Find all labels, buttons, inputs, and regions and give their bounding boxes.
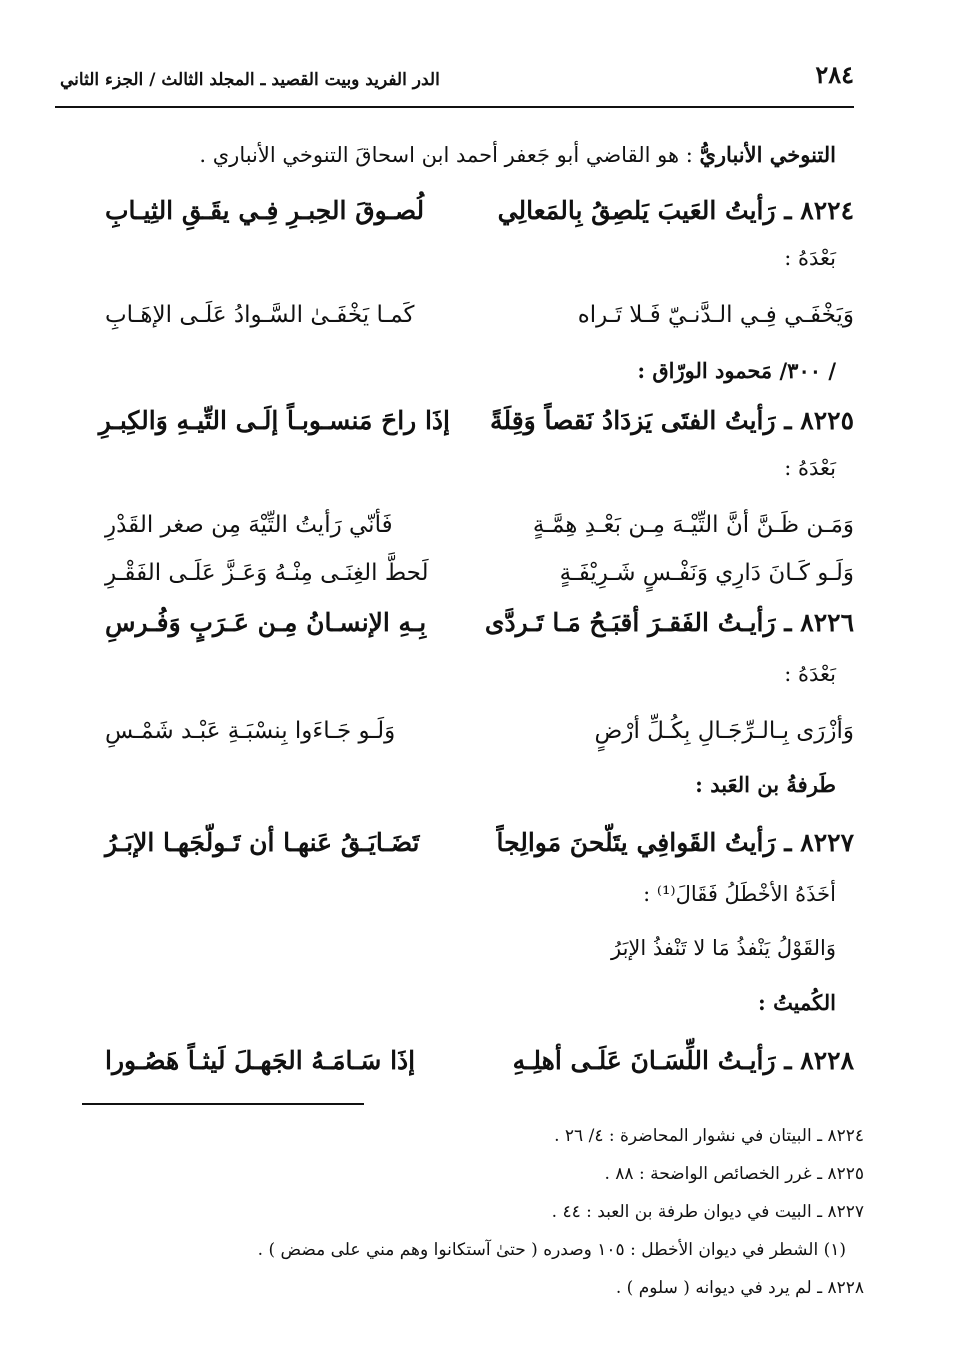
footnote-8224: ٨٢٢٤ ـ البيتان في نشوار المحاضرة : ٤/ ٢٦ . <box>554 1126 864 1146</box>
verse-8225-sadr: ٨٢٢٥ ـ رَأيتُ الفتَى يَزدَادُ نَقصاً وَقِلَةً <box>490 406 854 435</box>
verse-8228-sadr: ٨٢٢٨ ـ رَأيـتُ اللِّسَـانَ عَلَـى أهلِـهِ <box>512 1046 854 1075</box>
intro-poet-name: التنوخي الأنباريُّ <box>699 142 836 167</box>
verse-8225b-sadr: وَمَـن ظَـنَّ أنَّ التِّيْـهَ مِـن بَعْـدِ هِمَّـةٍ <box>532 512 854 538</box>
akhtal-hemistich: وَالقَوْلُ يَنْفذُ مَا لا تَنْفذُ الإبَرُ <box>610 936 836 960</box>
footnote-divider <box>82 1103 364 1105</box>
verse-8224-sadr: ٨٢٢٤ ـ رَأيتُ العَيبَ يَلصِقُ بِالمَعالِي <box>497 196 854 225</box>
footnote-8225: ٨٢٢٥ ـ غرر الخصائص الواضحة : ٨٨ . <box>604 1164 864 1184</box>
poet-heading-mahmud: / ٣٠٠/ مَحمود الورّاق : <box>637 358 836 383</box>
footnote-8227: ٨٢٢٧ ـ البيت في ديوان طرفة بن العبد : ٤٤ . <box>551 1202 864 1222</box>
verse-8228-ajuz: إذَا سَـامَـهُ الجَهـلَ لَيثـاً هَصُـورا <box>105 1046 416 1075</box>
header-divider <box>55 106 854 108</box>
verse-8224b-ajuz: كَمـا يَخْفَـىٰ السَّـوادُ عَلَـى الإهَـابِ <box>105 302 415 328</box>
intro-text: : هو القاضي أبو جَعفر أحمد ابن اسحاقَ التنوخي الأنباري . <box>199 143 700 167</box>
verse-8225b-ajuz: فَأنّي رَأيتُ التِّيْهَ مِن صغر القَدْرِ <box>105 512 393 538</box>
poet-heading-tarafa: طَرفةُ بن العَبد : <box>695 772 836 797</box>
verse-8225c-sadr: وَلَـو كَـانَ دَارِي وَنَفْـسٍ شَـرِيْفَـةٍ <box>559 560 854 586</box>
verse-8226-sadr: ٨٢٢٦ ـ رَأيـتُ الفَقـرَ أقبَـحُ مَـا تَـردَّى <box>484 608 854 637</box>
label-akhadhahu: أخَذَهُ الأخْطَلُ فَقَالَ⁽¹⁾ : <box>643 882 836 906</box>
verse-8227-sadr: ٨٢٢٧ ـ رَأيتُ القَوافِي يتَلّحنَ مَوالِجاً <box>496 828 854 857</box>
verse-8227-ajuz: تَضَـايَـقُ عَنهـا أن تَـولّجَهـا الإبَـرُ <box>105 828 420 857</box>
label-ba'dahu: بَعْدَهُ : <box>784 662 836 686</box>
verse-8225-ajuz: إذَا راحَ مَنسـوبـاً إلَـى التِّيـهِ وَالكِبـرِ <box>98 406 450 435</box>
footnote-1: (١) الشطر في ديوان الأخطل : ١٠٥ وصدره ( حتىٰ آستكانوا وهم مني على مضض ) . <box>257 1240 846 1260</box>
label-ba'dahu: بَعْدَهُ : <box>784 246 836 270</box>
poet-heading-kumayt: الكُميتُ : <box>758 990 836 1015</box>
intro-line <box>199 142 836 167</box>
verse-8226b-ajuz: وَلَـو جَـاءَوا بِنسْبَـةِ عَبْـد شَمْـسِ <box>105 718 396 744</box>
verse-8226b-sadr: وَأزْرَى بِـالـرِّجَـالِ بِكُـلِّ أرْضٍ <box>594 718 854 744</box>
running-header <box>60 60 854 96</box>
page-number: ٢٨٤ <box>815 60 854 89</box>
verse-8224b-sadr: وَيَخْفَـي فِـي الـدَّنـيّ فَـلا تَـراه <box>577 302 854 328</box>
running-title: الدر الفريد وبيت القصيد ـ المجلد الثالث / الجزء الثاني <box>60 70 440 90</box>
label-ba'dahu: بَعْدَهُ : <box>784 456 836 480</box>
verse-8226-ajuz: بِـهِ الإنسـانُ مِـن عَـرَبٍ وَفُـرسِ <box>105 608 427 637</box>
footnote-8228: ٨٢٢٨ ـ لم يرد في ديوانه ( سلوم ) . <box>615 1278 864 1298</box>
verse-8224-ajuz: لُصـوقَ الحِبـرِ فِـي يقَـقِ الثِيـابِ <box>105 196 425 225</box>
verse-8225c-ajuz: لَحطَّ الغِنَـى مِنْـهُ وَعَـزَّ عَلَـى الفَقْـرِ <box>105 560 429 586</box>
